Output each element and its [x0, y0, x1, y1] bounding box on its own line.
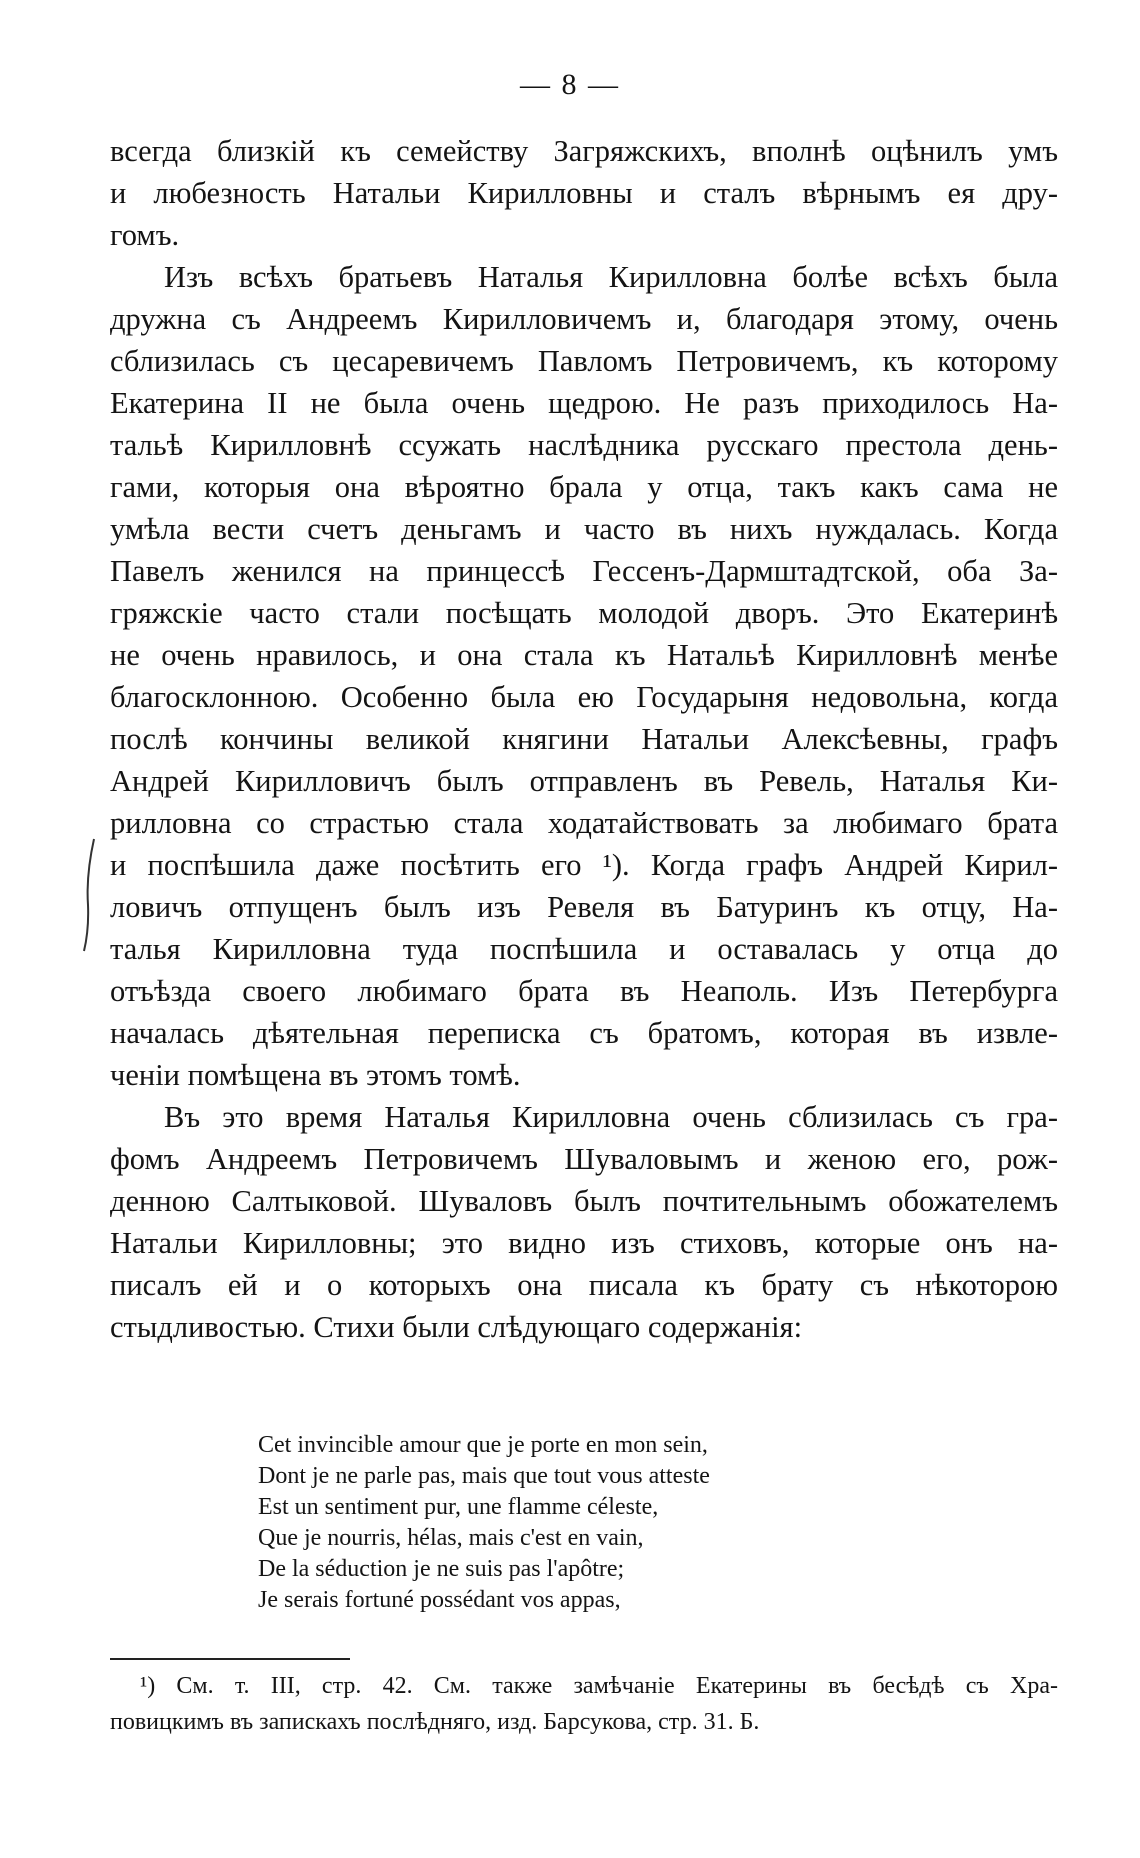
text-line: денною Салтыковой. Шуваловъ былъ почтительнымъ обожателемъ — [110, 1184, 1058, 1218]
text-line: талья Кирилловна туда поспѣшила и оставалась у отца до — [110, 932, 1058, 966]
text-line: Павелъ женился на принцессѣ Гессенъ-Дармштадтской, оба За- — [110, 554, 1058, 588]
footnote-line: повицкимъ въ запискахъ послѣдняго, изд. Барсукова, стр. 31. Б. — [110, 1709, 760, 1735]
text-line: стыдливостью. Стихи были слѣдующаго содержанія: — [110, 1310, 803, 1344]
margin-pencil-mark — [72, 835, 112, 955]
verse-line: Que je nourris, hélas, mais c'est en vain, — [258, 1525, 644, 1551]
text-line: и любезность Натальи Кирилловны и сталъ вѣрнымъ ея дру- — [110, 176, 1058, 210]
footnote-line: ¹) См. т. III, стр. 42. См. также замѣчаніе Екатерины въ бесѣдѣ съ Хра- — [140, 1673, 1058, 1699]
french-verse — [258, 1430, 710, 1616]
text-line: сблизилась съ цесаревичемъ Павломъ Петровичемъ, къ которому — [110, 344, 1058, 378]
text-line: всегда близкій къ семейству Загряжскихъ, вполнѣ оцѣнилъ умъ — [110, 134, 1058, 168]
text-line: умѣла вести счетъ деньгамъ и часто въ нихъ нуждалась. Когда — [110, 512, 1058, 546]
footnote-divider — [110, 1658, 350, 1660]
text-line: отъѣзда своего любимаго брата въ Неаполь. Изъ Петербурга — [110, 974, 1058, 1008]
text-line: ловичъ отпущенъ былъ изъ Ревеля въ Батуринъ къ отцу, На- — [110, 890, 1058, 924]
main-text — [110, 130, 1058, 1348]
text-line: дружна съ Андреемъ Кирилловичемъ и, благодаря этому, очень — [110, 302, 1058, 336]
text-line: Натальи Кирилловны; это видно изъ стиховъ, которые онъ на- — [110, 1226, 1058, 1260]
text-line: Екатерина II не была очень щедрою. Не разъ приходилось На- — [110, 386, 1058, 420]
text-line: ченіи помѣщена въ этомъ томѣ. — [110, 1058, 521, 1092]
text-line: Изъ всѣхъ братьевъ Наталья Кирилловна болѣе всѣхъ была — [164, 260, 1058, 294]
text-line: гомъ. — [110, 218, 180, 252]
text-line: и поспѣшила даже посѣтить его ¹). Когда графъ Андрей Кирил- — [110, 848, 1058, 882]
verse-line: Cet invincible amour que je porte en mon sein, — [258, 1432, 708, 1458]
verse-line: Je serais fortuné possédant vos appas, — [258, 1587, 621, 1613]
verse-line: Dont je ne parle pas, mais que tout vous atteste — [258, 1463, 710, 1489]
verse-line: Est un sentiment pur, une flamme céleste, — [258, 1494, 659, 1520]
text-line: не очень нравилось, и она стала къ Натальѣ Кирилловнѣ менѣе — [110, 638, 1058, 672]
text-line: тальѣ Кирилловнѣ ссужать наслѣдника русскаго престола день- — [110, 428, 1058, 462]
text-line: началась дѣятельная переписка съ братомъ, которая въ извле- — [110, 1016, 1058, 1050]
page-number-header: — 8 — — [520, 68, 620, 101]
text-line: фомъ Андреемъ Петровичемъ Шуваловымъ и женою его, рож- — [110, 1142, 1058, 1176]
text-line: Андрей Кирилловичъ былъ отправленъ въ Ревель, Наталья Ки- — [110, 764, 1058, 798]
text-line: послѣ кончины великой княгини Натальи Алексѣевны, графъ — [110, 722, 1058, 756]
text-line: писалъ ей и о которыхъ она писала къ брату съ нѣкоторою — [110, 1268, 1058, 1302]
footnote — [110, 1668, 1058, 1740]
text-line: Въ это время Наталья Кирилловна очень сблизилась съ гра- — [164, 1100, 1058, 1134]
text-line: благосклонною. Особенно была ею Государыня недовольна, когда — [110, 680, 1058, 714]
text-line: рилловна со страстью стала ходатайствовать за любимаго брата — [110, 806, 1058, 840]
verse-line: De la séduction je ne suis pas l'apôtre; — [258, 1556, 625, 1582]
text-line: гами, которыя она вѣроятно брала у отца, такъ какъ сама не — [110, 470, 1058, 504]
text-line: гряжскіе часто стали посѣщать молодой дворъ. Это Екатеринѣ — [110, 596, 1058, 630]
